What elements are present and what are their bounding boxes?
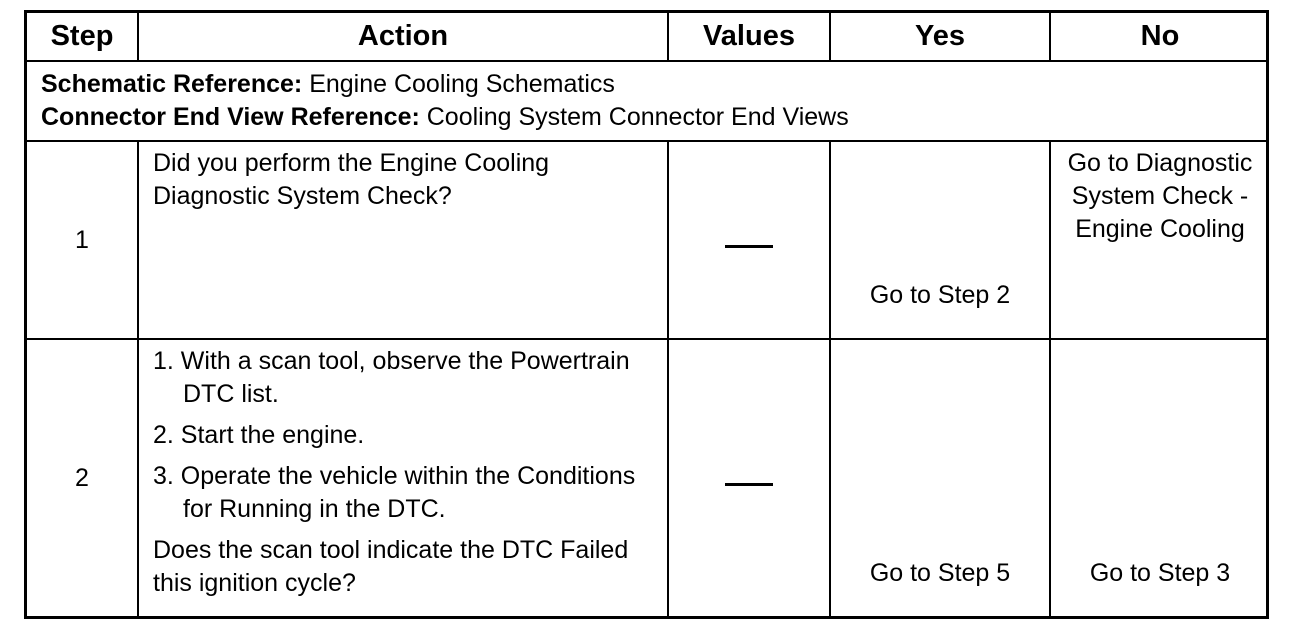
values-cell <box>668 339 830 616</box>
action-question: Does the scan tool indicate the DTC Failed this ignition cycle? <box>153 536 629 597</box>
no-action: Go to Diagnostic System Check - Engine Cooling <box>1050 141 1269 339</box>
schematic-reference-label: Schematic Reference: <box>41 70 303 98</box>
empty-value-dash <box>725 245 773 248</box>
action-steps-list <box>153 345 655 526</box>
list-item: 3. Operate the vehicle within the Conditions for Running in the DTC. <box>153 462 636 523</box>
action-text: Did you perform the Engine Cooling Diagnostic System Check? <box>138 141 668 339</box>
step-number: 2 <box>27 339 138 616</box>
diagnostic-table <box>27 13 1269 616</box>
table-row <box>27 339 1269 616</box>
list-item: 2. Start the engine. <box>153 421 365 449</box>
reference-cell <box>27 61 1269 141</box>
step-number: 1 <box>27 141 138 339</box>
header-no: No <box>1050 13 1269 61</box>
yes-action: Go to Step 5 <box>830 339 1050 616</box>
header-step: Step <box>27 13 138 61</box>
action-text <box>138 339 668 616</box>
header-action: Action <box>138 13 668 61</box>
connector-reference <box>41 101 1269 134</box>
schematic-reference-value: Engine Cooling Schematics <box>309 70 615 98</box>
table-row <box>27 141 1269 339</box>
header-row <box>27 13 1269 61</box>
connector-reference-value: Cooling System Connector End Views <box>426 103 849 131</box>
empty-value-dash <box>725 483 773 486</box>
yes-action: Go to Step 2 <box>830 141 1050 339</box>
reference-row <box>27 61 1269 141</box>
header-yes: Yes <box>830 13 1050 61</box>
list-item: 1. With a scan tool, observe the Powertrain DTC list. <box>153 347 630 408</box>
header-values: Values <box>668 13 830 61</box>
diagnostic-table-frame <box>24 10 1269 619</box>
values-cell <box>668 141 830 339</box>
schematic-reference <box>41 68 1269 101</box>
no-action: Go to Step 3 <box>1050 339 1269 616</box>
connector-reference-label: Connector End View Reference: <box>41 103 420 131</box>
